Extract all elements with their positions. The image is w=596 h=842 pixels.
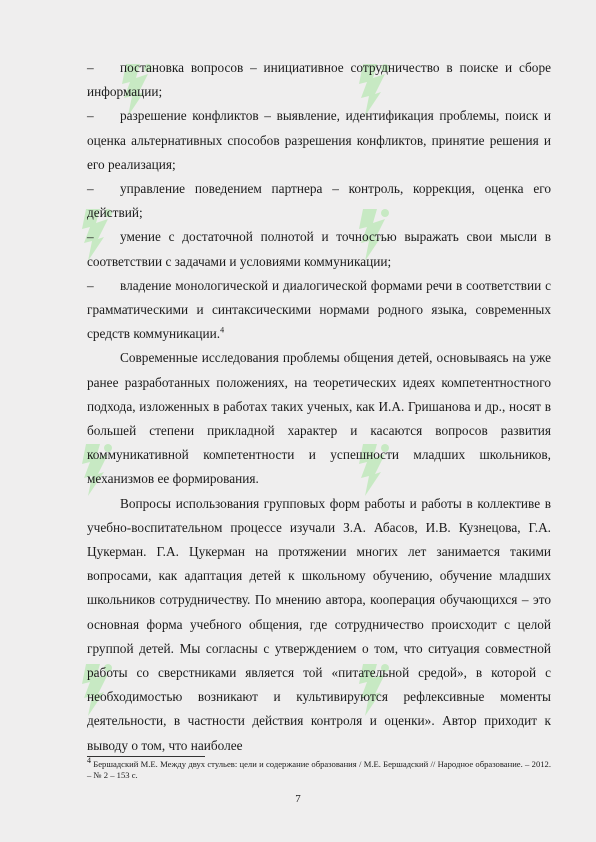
list-marker: – bbox=[87, 181, 94, 197]
list-marker: – bbox=[87, 229, 94, 245]
footnote bbox=[87, 756, 551, 781]
list-marker: – bbox=[87, 60, 94, 75]
list-marker: – bbox=[87, 277, 94, 293]
footnote-number: 4 bbox=[87, 756, 91, 766]
body-paragraph: Вопросы использования групповых форм работы и работы в коллективе в учебно-воспитательном процессе изучали З.А. Абасов, И.В. Кузнецова, Г.А. Цукерман. Г.А. Цукерман на протяжении многих лет занимается такими вопросами, как адаптация детей к школьному обучению, обучение младших школьников сотрудничеству. По мнению автора, кооперация обучающихся – это основная форма учебного общения, где сотрудничество происходит с целой группой детей. Мы согласны с утверждением о том, что ситуация совместной работы со сверстниками является той «питательной средой», в которой с необходимостью возникают и культивируются рефлексивные моменты деятельности, в частности действия контроля и оценки». Автор приходит к выводу о том, что наиболее bbox=[87, 495, 551, 753]
page-number: 7 bbox=[295, 793, 301, 805]
list-item-text: постановка вопросов – инициативное сотрудничество в поиске и сборе информации; bbox=[87, 60, 551, 100]
list-marker: – bbox=[87, 108, 94, 124]
footnote-separator bbox=[87, 756, 205, 757]
list-item bbox=[87, 225, 551, 273]
list-item bbox=[87, 274, 551, 347]
list-item-text: управление поведением партнера – контроль, коррекция, оценка его действий; bbox=[87, 181, 551, 221]
list-item bbox=[87, 177, 551, 225]
list-item-text: владение монологической и диалогической формами речи в соответствии с грамматическими и синтаксическими нормами родного языка, современных средств коммуникации. bbox=[87, 277, 551, 342]
list-item-text: умение с достаточной полнотой и точностью выражать свои мысли в соответствии с задачами и условиями коммуникации; bbox=[87, 229, 551, 269]
list-item bbox=[87, 56, 551, 104]
footnote-reference[interactable]: 4 bbox=[220, 325, 225, 335]
list-item-text: разрешение конфликтов – выявление, идентификация проблемы, поиск и оценка альтернативных способов разрешения конфликтов, принятие решения и его реализация; bbox=[87, 108, 551, 172]
body-paragraph: Современные исследования проблемы общения детей, основываясь на уже ранее разработанных положениях, на теоретических идеях компетентностного подхода, изложенных в работах таких ученых, как И.А. Гришанова и др., носят в большей степени прикладной характер и касаются вопросов развития коммуникативной компетентности и успешности младших школьников, механизмов ее формирования. bbox=[87, 350, 551, 487]
document-body bbox=[87, 56, 551, 758]
list-item bbox=[87, 104, 551, 177]
footnote-text: Бершадский М.Е. Между двух стульев: цели и содержание образования / М.Е. Бершадский // Народное образование. – 2012. – № 2 – 153 с. bbox=[87, 759, 551, 780]
